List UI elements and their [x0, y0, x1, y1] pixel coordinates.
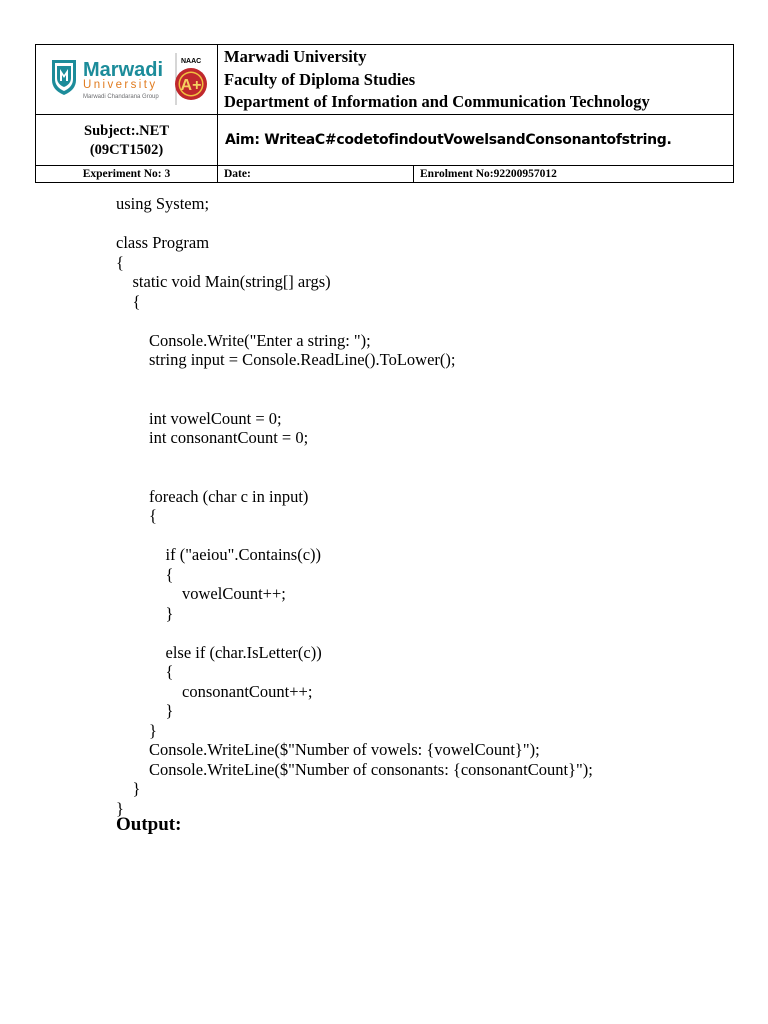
subject-code: (09CT1502) [89, 141, 164, 158]
code-line: } [116, 720, 157, 740]
code-line: using System; [116, 194, 210, 213]
code-line: { [116, 291, 141, 311]
aim-text: Aim: WriteaC#codetofindoutVowelsandConsonantofstring. [225, 131, 672, 148]
subject-label: Subject:.NET [84, 122, 169, 139]
experiment-number: Experiment No: 3 [36, 165, 218, 182]
code-line: vowelCount++; [116, 584, 286, 603]
university-logo [36, 45, 218, 111]
code-line: } [116, 779, 141, 798]
naac-grade: A+ [180, 77, 202, 94]
logo-group: Marwadi Chandarana Group [83, 94, 159, 100]
code-line [116, 370, 593, 390]
code-line: if ("aeiou".Contains(c)) [116, 545, 322, 564]
code-line [116, 448, 593, 468]
logo-cell [36, 45, 218, 115]
logo-name-top: Marwadi [83, 59, 164, 81]
logo-name-bottom: University [83, 79, 158, 91]
code-line: consonantCount++; [116, 681, 313, 701]
code-line: Console.Write("Enter a string: "); [116, 330, 371, 350]
enrolment-number: Enrolment No:92200957012 [414, 165, 734, 182]
date-field: Date: [218, 165, 414, 182]
marwadi-shield-icon [52, 60, 76, 95]
code-line [116, 214, 593, 234]
code-line [116, 623, 593, 643]
code-line: } [116, 798, 124, 818]
code-line: else if (char.IsLetter(c)) [116, 642, 322, 662]
code-line: } [116, 603, 174, 623]
code-line: Console.WriteLine($"Number of consonants: {consonantCount}"); [116, 759, 593, 779]
code-listing [116, 194, 593, 818]
header-table [35, 44, 734, 183]
code-line: Console.WriteLine($"Number of vowels: {vowelCount}"); [116, 740, 540, 759]
subject-cell [36, 114, 218, 165]
code-line: static void Main(string[] args) [116, 272, 331, 291]
code-line: { [116, 662, 174, 681]
code-line: { [116, 564, 174, 584]
output-heading: Output: [116, 814, 182, 835]
code-line: int consonantCount = 0; [116, 428, 309, 447]
naac-badge-icon [175, 68, 207, 100]
code-line: } [116, 701, 174, 720]
code-line [116, 467, 593, 487]
code-line [116, 389, 593, 409]
aim-cell [218, 114, 734, 165]
code-line: { [116, 252, 124, 272]
code-line: string input = Console.ReadLine().ToLower(); [116, 350, 456, 369]
faculty-name: Faculty of Diploma Studies [224, 69, 416, 89]
code-line: class Program [116, 233, 210, 252]
code-line: foreach (char c in input) [116, 486, 309, 506]
code-line: int vowelCount = 0; [116, 408, 282, 428]
code-line [116, 311, 593, 331]
department-name: Department of Information and Communication Technology [224, 92, 650, 111]
university-info-cell [218, 45, 734, 115]
university-name: Marwadi University [224, 47, 367, 66]
code-line [116, 526, 593, 546]
naac-label: NAAC [181, 58, 202, 65]
code-line: { [116, 506, 157, 525]
